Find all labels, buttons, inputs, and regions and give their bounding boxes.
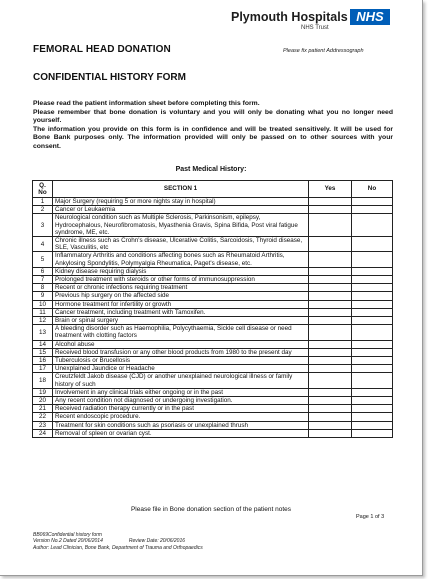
condition-text: Involvement in any clinical trials either ongoing or in the past: [53, 388, 309, 396]
col-header-section: SECTION 1: [53, 181, 309, 198]
col-header-no: No: [352, 181, 393, 198]
table-header-row: [33, 181, 393, 198]
no-answer-cell[interactable]: [352, 388, 393, 396]
question-number: 10: [33, 300, 53, 308]
yes-answer-cell[interactable]: [309, 388, 352, 396]
table-row: [33, 237, 393, 252]
table-row: [33, 206, 393, 214]
table-row: [33, 405, 393, 413]
table-row: [33, 300, 393, 308]
form-subtitle: CONFIDENTIAL HISTORY FORM: [33, 72, 186, 83]
yes-answer-cell[interactable]: [309, 429, 352, 437]
org-name: Plymouth Hospitals: [231, 10, 348, 24]
question-number: 19: [33, 388, 53, 396]
question-number: 22: [33, 413, 53, 421]
table-row: [33, 252, 393, 267]
yes-answer-cell[interactable]: [309, 348, 352, 356]
no-answer-cell[interactable]: [352, 348, 393, 356]
question-number: 24: [33, 429, 53, 437]
condition-text: Any recent condition not diagnosed or undergoing investigation.: [53, 397, 309, 405]
yes-answer-cell[interactable]: [309, 405, 352, 413]
question-number: 17: [33, 365, 53, 373]
intro-text: [33, 100, 393, 152]
yes-answer-cell[interactable]: [309, 252, 352, 267]
table-row: [33, 284, 393, 292]
no-answer-cell[interactable]: [352, 413, 393, 421]
table-row: [33, 413, 393, 421]
question-number: 4: [33, 237, 53, 252]
condition-text: Tuberculosis or Brucellosis: [53, 357, 309, 365]
table-row: [33, 348, 393, 356]
condition-text: Removal of spleen or ovarian cyst.: [53, 429, 309, 437]
no-answer-cell[interactable]: [352, 317, 393, 325]
question-number: 1: [33, 198, 53, 206]
table-row: [33, 373, 393, 388]
intro-para-2: Please remember that bone donation is voluntary and you will only be donating what you no longer need yourself.: [33, 108, 393, 125]
page-number: Page 1 of 3: [356, 514, 385, 520]
addressograph-note: Please fix patient Addressograph: [283, 48, 364, 54]
table-row: [33, 325, 393, 340]
col-header-yes: Yes: [309, 181, 352, 198]
condition-text: Treatment for skin conditions such as psoriasis or unexplained thrush: [53, 421, 309, 429]
yes-answer-cell[interactable]: [309, 276, 352, 284]
no-answer-cell[interactable]: [352, 325, 393, 340]
condition-text: Major Surgery (requiring 5 or more nights stay in hospital): [53, 198, 309, 206]
table-row: [33, 276, 393, 284]
yes-answer-cell[interactable]: [309, 237, 352, 252]
question-number: 15: [33, 348, 53, 356]
table-row: [33, 198, 393, 206]
table-row: [33, 292, 393, 300]
yes-answer-cell[interactable]: [309, 325, 352, 340]
condition-text: Creutzfeldt Jakob disease (CJD) or another unexplained neurological illness or family history of such: [53, 373, 309, 388]
yes-answer-cell[interactable]: [309, 357, 352, 365]
condition-text: Recent endoscopic procedure.: [53, 413, 309, 421]
author: Author: Lead Clinician, Bone Bank, Department of Trauma and Orthopaedics: [33, 544, 203, 551]
table-row: [33, 357, 393, 365]
nhs-trust-logo: [223, 6, 419, 36]
yes-answer-cell[interactable]: [309, 421, 352, 429]
condition-text: Chronic illness such as Crohn's disease, Ulcerative Colitis, Sarcoidosis, Thyroid disease, SLE, Vasculitis, etc: [53, 237, 309, 252]
question-number: 23: [33, 421, 53, 429]
table-body: [33, 198, 393, 438]
question-number: 6: [33, 267, 53, 275]
version-line: [33, 538, 203, 544]
table-row: [33, 340, 393, 348]
condition-text: Received blood transfusion or any other blood products from 1980 to the present day: [53, 348, 309, 356]
condition-text: Inflammatory Arthritis and conditions affecting bones such as Rheumatoid Arthritis, Ankylosing Spondylitis, Polymyalgia Rheumatica, Paget's disease, etc.: [53, 252, 309, 267]
no-answer-cell[interactable]: [352, 292, 393, 300]
question-number: 9: [33, 292, 53, 300]
condition-text: Received radiation therapy currently or in the past: [53, 405, 309, 413]
condition-text: Hormone treatment for infertility or growth: [53, 300, 309, 308]
question-number: 21: [33, 405, 53, 413]
question-number: 11: [33, 308, 53, 316]
table-row: [33, 421, 393, 429]
table-row: [33, 317, 393, 325]
no-answer-cell[interactable]: [352, 214, 393, 237]
review-date: Review Date: 20/06/2016: [128, 538, 186, 545]
condition-text: Recent or chronic infections requiring treatment: [53, 284, 309, 292]
no-answer-cell[interactable]: [352, 357, 393, 365]
table-row: [33, 267, 393, 275]
yes-answer-cell[interactable]: [309, 340, 352, 348]
condition-text: A bleeding disorder such as Haemophilia, Polycythaemia, Sickle cell disease or need treatment with clotting factors: [53, 325, 309, 340]
no-answer-cell[interactable]: [352, 252, 393, 267]
yes-answer-cell[interactable]: [309, 206, 352, 214]
yes-answer-cell[interactable]: [309, 308, 352, 316]
question-number: 13: [33, 325, 53, 340]
form-title: FEMORAL HEAD DONATION: [33, 44, 171, 55]
no-answer-cell[interactable]: [352, 300, 393, 308]
no-answer-cell[interactable]: [352, 429, 393, 437]
yes-answer-cell[interactable]: [309, 300, 352, 308]
no-answer-cell[interactable]: [352, 267, 393, 275]
question-number: 12: [33, 317, 53, 325]
no-answer-cell[interactable]: [352, 397, 393, 405]
question-number: 7: [33, 276, 53, 284]
no-answer-cell[interactable]: [352, 276, 393, 284]
yes-answer-cell[interactable]: [309, 292, 352, 300]
yes-answer-cell[interactable]: [309, 413, 352, 421]
no-answer-cell[interactable]: [352, 340, 393, 348]
yes-answer-cell[interactable]: [309, 365, 352, 373]
col-header-qno: Q. No: [33, 181, 53, 198]
filing-note: Please file in Bone donation section of the patient notes: [130, 506, 292, 513]
yes-answer-cell[interactable]: [309, 317, 352, 325]
doc-reference: BB069Confidential history form: [33, 532, 102, 538]
condition-text: Cancer or Leukaemia: [53, 206, 309, 214]
condition-text: Neurological condition such as Multiple Sclerosis, Parkinsonism, epilepsy, Hydrocephalous, Neurofibromatosis, Myasthenia Gravis, Spina Bifida, Post viral fatigue syndrome, ME, etc.: [53, 214, 309, 237]
question-number: 16: [33, 357, 53, 365]
condition-text: Alcohol abuse: [53, 340, 309, 348]
table-row: [33, 388, 393, 396]
yes-answer-cell[interactable]: [309, 198, 352, 206]
intro-para-1: Please read the patient information sheet before completing this form.: [33, 100, 260, 107]
question-number: 2: [33, 206, 53, 214]
yes-answer-cell[interactable]: [309, 284, 352, 292]
no-answer-cell[interactable]: [352, 206, 393, 214]
question-number: 18: [33, 373, 53, 388]
condition-text: Unexplained Jaundice or Headache: [53, 365, 309, 373]
condition-text: Kidney disease requiring dialysis: [53, 267, 309, 275]
no-answer-cell[interactable]: [352, 421, 393, 429]
table-row: [33, 308, 393, 316]
yes-answer-cell[interactable]: [309, 373, 352, 388]
question-number: 14: [33, 340, 53, 348]
section-heading: Past Medical History:: [175, 166, 247, 173]
condition-text: Previous hip surgery on the affected side: [53, 292, 309, 300]
no-answer-cell[interactable]: [352, 308, 393, 316]
question-number: 3: [33, 214, 53, 237]
yes-answer-cell[interactable]: [309, 397, 352, 405]
no-answer-cell[interactable]: [352, 373, 393, 388]
table-row: [33, 214, 393, 237]
org-subtitle: NHS Trust: [301, 25, 329, 31]
yes-answer-cell[interactable]: [309, 214, 352, 237]
medical-history-table: [32, 180, 393, 438]
document-footer: [33, 532, 203, 551]
table-row: [33, 429, 393, 437]
no-answer-cell[interactable]: [352, 237, 393, 252]
question-number: 8: [33, 284, 53, 292]
no-answer-cell[interactable]: [352, 284, 393, 292]
condition-text: Cancer treatment, including treatment with Tamoxifen.: [53, 308, 309, 316]
intro-para-3: The information you provide on this form is in confidence and will be treated sensitively. It will be used for Bone Bank purposes only. The information provided will only be passed on to other sources with your consent.: [33, 125, 393, 150]
question-number: 20: [33, 397, 53, 405]
table-row: [33, 397, 393, 405]
yes-answer-cell[interactable]: [309, 267, 352, 275]
question-number: 5: [33, 252, 53, 267]
no-answer-cell[interactable]: [352, 198, 393, 206]
table-row: [33, 365, 393, 373]
condition-text: Brain or spinal surgery: [53, 317, 309, 325]
version: Version No.2 Dated 20/06/2014: [33, 538, 103, 545]
condition-text: Prolonged treatment with steroids or other forms of immunosuppression: [53, 276, 309, 284]
no-answer-cell[interactable]: [352, 365, 393, 373]
nhs-badge: NHS: [350, 9, 390, 25]
no-answer-cell[interactable]: [352, 405, 393, 413]
